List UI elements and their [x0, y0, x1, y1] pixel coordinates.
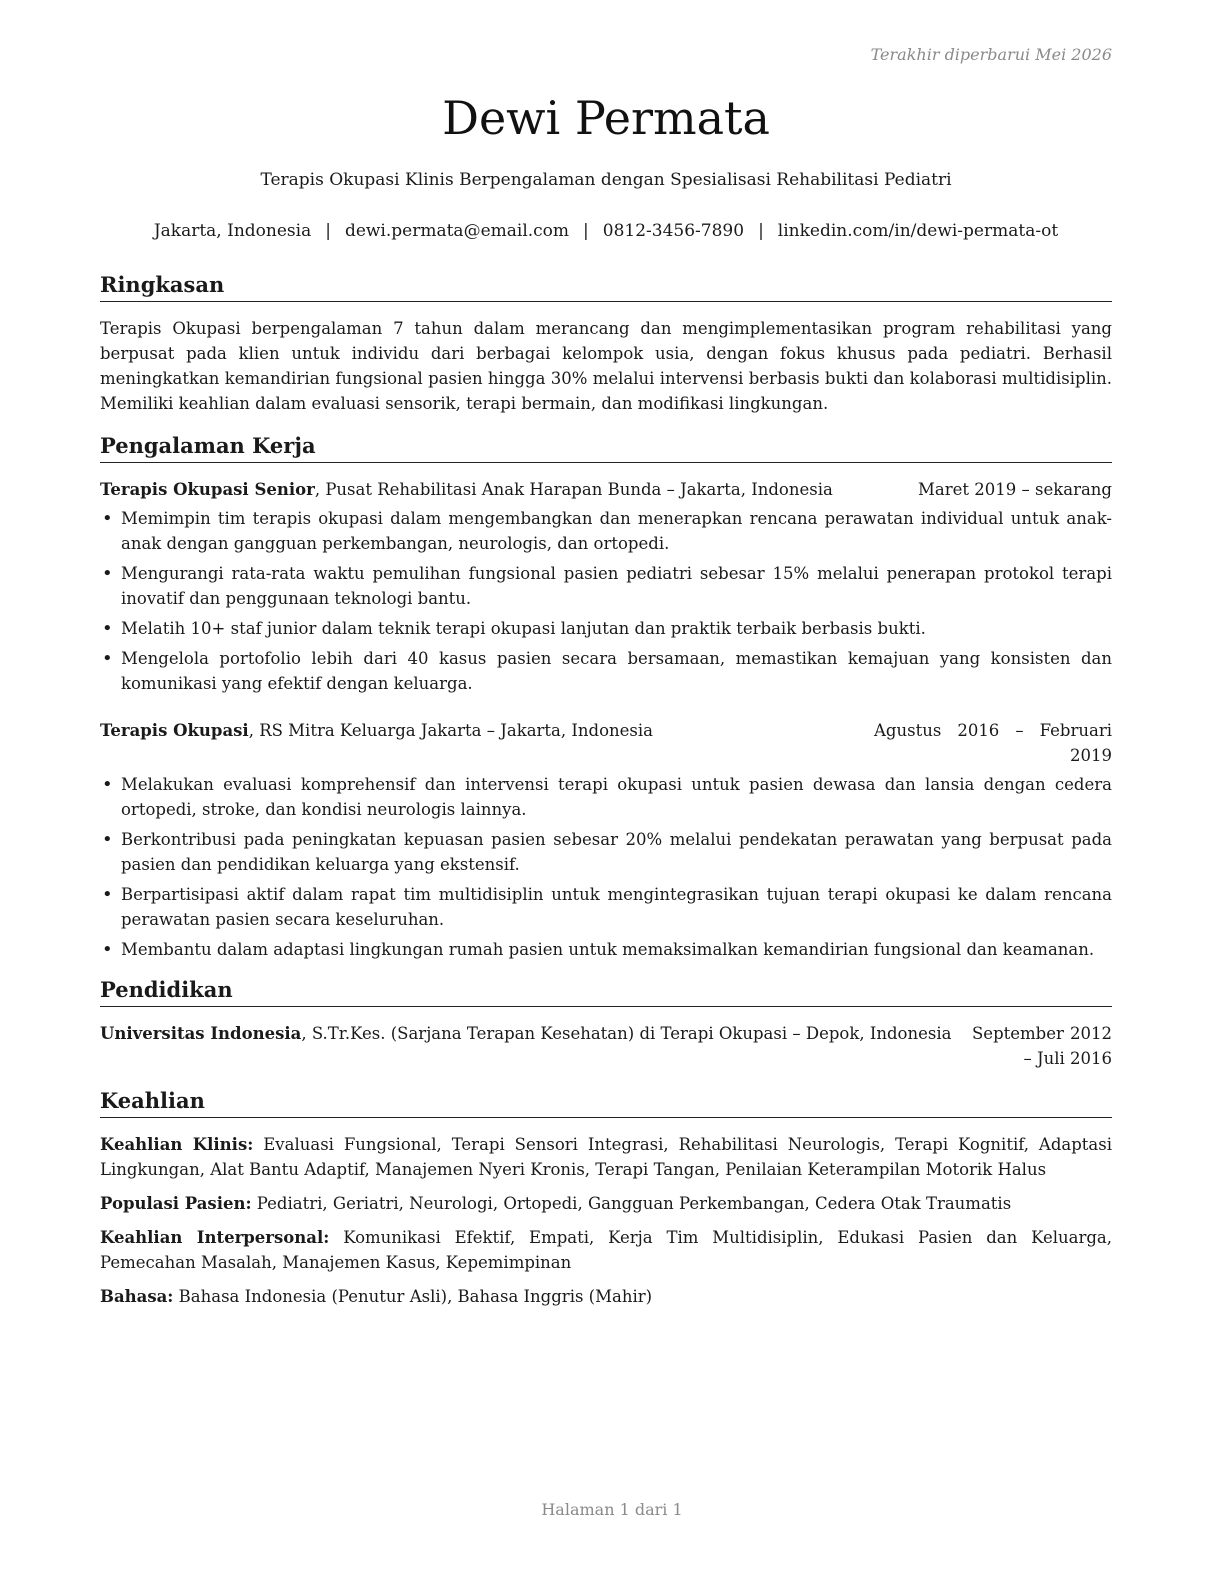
job-bullet: • Melatih 10+ staf junior dalam teknik terapi okupasi lanjutan dan praktik terbaik berbasis bukti. — [100, 616, 1112, 641]
job-title-line — [100, 718, 874, 743]
education-dates: September 2012 – Juli 2016 — [972, 1024, 1112, 1068]
skill-label: Keahlian Interpersonal: — [100, 1228, 330, 1247]
job-bullets — [100, 772, 1112, 962]
last-updated: Terakhir diperbarui Mei 2026 — [870, 45, 1112, 64]
job-bullet: • Berkontribusi pada peningkatan kepuasan pasien sebesar 20% melalui pendekatan perawatan yang berpusat pada pasien dan pendidikan keluarga yang ekstensif. — [100, 827, 1112, 877]
skill-row — [100, 1284, 1112, 1309]
job-bullets — [100, 506, 1112, 696]
contact-separator: | — [583, 221, 589, 241]
job-bullet: • Melakukan evaluasi komprehensif dan intervensi terapi okupasi untuk pasien dewasa dan lansia dengan cedera ortopedi, stroke, dan kondisi neurologis lainnya. — [100, 772, 1112, 822]
job-bullet: • Mengurangi rata-rata waktu pemulihan fungsional pasien pediatri sebesar 15% melalui penerapan protokol terapi inovatif dan penggunaan teknologi bantu. — [100, 561, 1112, 611]
education-line — [100, 1021, 972, 1046]
job-bullet: • Mengelola portofolio lebih dari 40 kasus pasien secara bersamaan, memastikan kemajuan yang konsisten dan komunikasi yang efektif dengan keluarga. — [100, 646, 1112, 696]
section-title-experience: Pengalaman Kerja — [100, 432, 1112, 463]
skill-row — [100, 1191, 1112, 1216]
job-bullet: • Membantu dalam adaptasi lingkungan rumah pasien untuk memaksimalkan kemandirian fungsional dan keamanan. — [100, 937, 1112, 962]
skill-label: Populasi Pasien: — [100, 1194, 252, 1213]
skill-label: Keahlian Klinis: — [100, 1135, 254, 1154]
job-bullet: • Berpartisipasi aktif dalam rapat tim multidisiplin untuk mengintegrasikan tujuan terapi okupasi ke dalam rencana perawatan pasien secara keseluruhan. — [100, 882, 1112, 932]
section-title-skills: Keahlian — [100, 1087, 1112, 1118]
section-title-education: Pendidikan — [100, 976, 1112, 1007]
job-organization: , RS Mitra Keluarga Jakarta – Jakarta, Indonesia — [248, 721, 653, 740]
skill-value: Pediatri, Geriatri, Neurologi, Ortopedi, Gangguan Perkembangan, Cedera Otak Traumatis — [251, 1194, 1012, 1213]
contact-phone: 0812-3456-7890 — [602, 221, 745, 241]
job-title: Terapis Okupasi Senior — [100, 480, 315, 499]
job-title-line — [100, 477, 918, 502]
contact-line — [100, 219, 1112, 243]
education-school: Universitas Indonesia — [100, 1024, 302, 1043]
summary-text: Terapis Okupasi berpengalaman 7 tahun dalam merancang dan mengimplementasikan program rehabilitasi yang berpusat pada klien untuk individu dari berbagai kelompok usia, dengan fokus khusus pada pediatri. Berhasil meningkatkan kemandirian fungsional pasien hingga 30% melalui intervensi berbasis bukti dan kolaborasi multidisiplin. Memiliki keahlian dalam evaluasi sensorik, terapi bermain, dan modifikasi lingkungan. — [100, 319, 1112, 413]
job-dates: Agustus 2016 – Februari 2019 — [874, 721, 1112, 765]
candidate-name: Dewi Permata — [442, 91, 770, 145]
contact-email[interactable]: dewi.permata@email.com — [344, 221, 570, 241]
contact-separator: | — [325, 221, 331, 241]
job-organization: , Pusat Rehabilitasi Anak Harapan Bunda – Jakarta, Indonesia — [314, 480, 833, 499]
tagline: Terapis Okupasi Klinis Berpengalaman dengan Spesialisasi Rehabilitasi Pediatri — [260, 170, 952, 190]
skill-row — [100, 1225, 1112, 1275]
job-bullet: • Memimpin tim terapis okupasi dalam mengembangkan dan menerapkan rencana perawatan individual untuk anak-anak dengan gangguan perkembangan, neurologis, dan ortopedi. — [100, 506, 1112, 556]
education-degree: , S.Tr.Kes. (Sarjana Terapan Kesehatan) di Terapi Okupasi – Depok, Indonesia — [301, 1024, 952, 1043]
job-header — [100, 718, 1112, 768]
education-entry — [100, 1021, 1112, 1071]
contact-separator: | — [758, 221, 764, 241]
job-header — [100, 477, 1112, 502]
skill-row — [100, 1132, 1112, 1182]
contact-location: Jakarta, Indonesia — [153, 221, 312, 241]
contact-linkedin[interactable]: linkedin.com/in/dewi-permata-ot — [777, 221, 1059, 241]
skill-value: Komunikasi Efektif, Empati, Kerja Tim Multidisiplin, Edukasi Pasien dan Keluarga, Pemecahan Masalah, Manajemen Kasus, Kepemimpinan — [100, 1228, 1112, 1272]
skill-value: Bahasa Indonesia (Penutur Asli), Bahasa Inggris (Mahir) — [173, 1287, 653, 1306]
resume-page — [100, 40, 1112, 1309]
skill-label: Bahasa: — [100, 1287, 174, 1306]
section-title-summary: Ringkasan — [100, 271, 1112, 302]
job-title: Terapis Okupasi — [100, 721, 249, 740]
skill-value: Evaluasi Fungsional, Terapi Sensori Integrasi, Rehabilitasi Neurologis, Terapi Kognitif, Adaptasi Lingkungan, Alat Bantu Adaptif, Manajemen Nyeri Kronis, Terapi Tangan, Penilaian Keterampilan Motorik Halus — [100, 1135, 1112, 1179]
page-footer: Halaman 1 dari 1 — [541, 1500, 683, 1519]
job-dates: Maret 2019 – sekarang — [918, 480, 1112, 499]
